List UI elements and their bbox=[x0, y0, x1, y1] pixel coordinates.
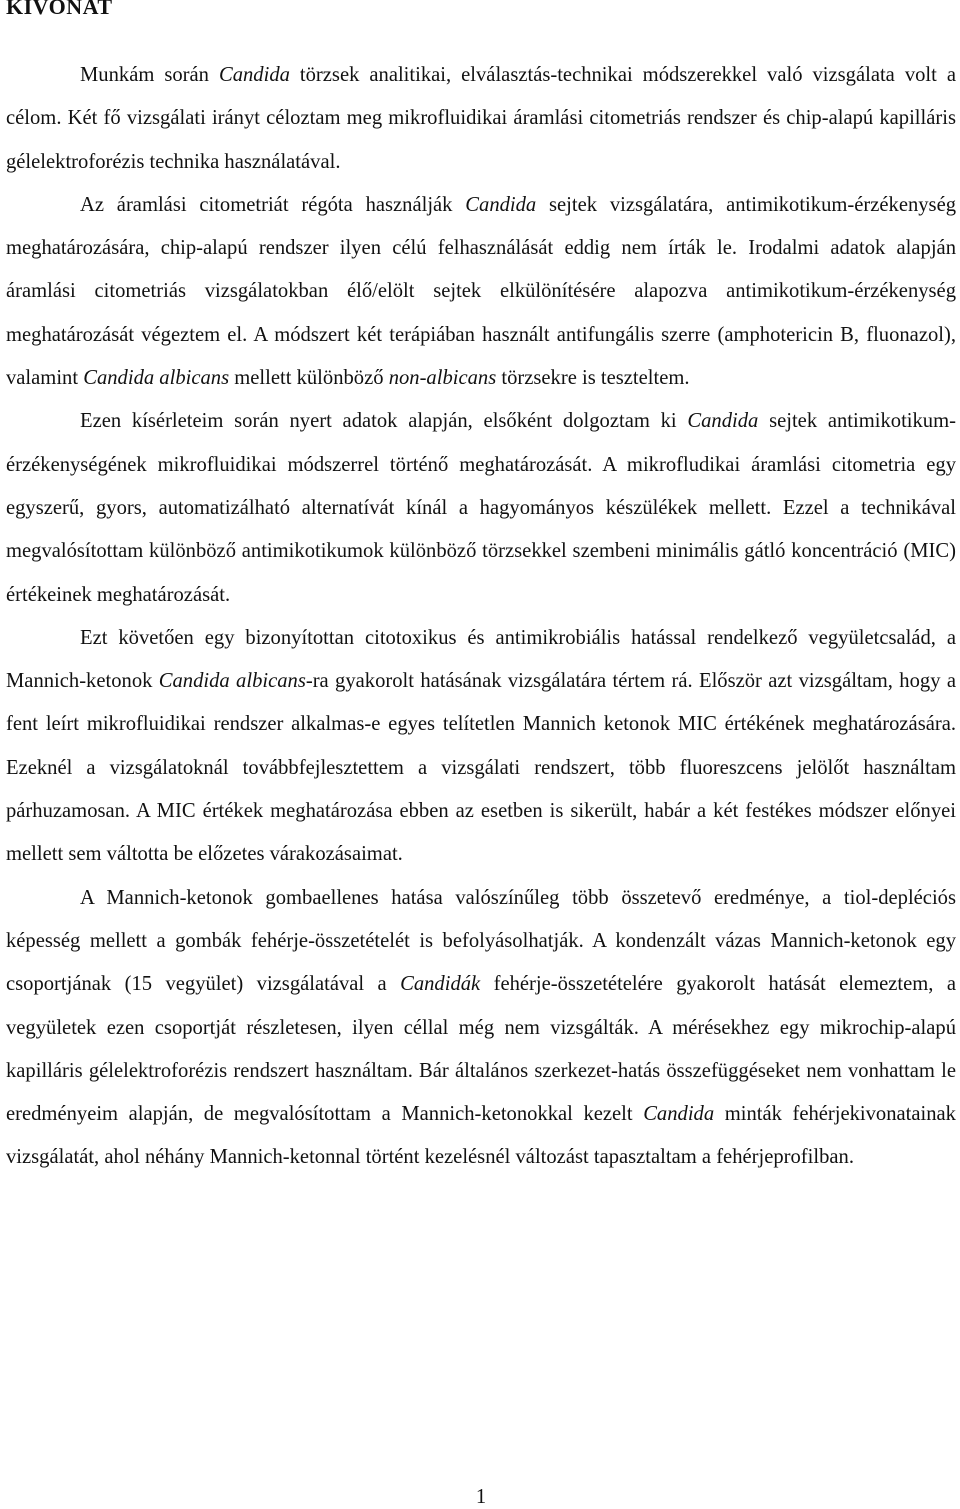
paragraph bbox=[6, 184, 956, 400]
text-run: sejtek antimikotikum-érzékenységének mikrofluidikai módszerrel történő meghatározását. A mikrofludikai áramlási citometria egy egyszerű, gyors, automatizálható alternatívát kínál a hagyományos készülékek mellett. Ezzel a technikával megvalósítottam különböző antimikotikumok különböző törzsekkel szembeni minimális gátló koncentráció (MIC) értékeinek meghatározását. bbox=[6, 410, 956, 606]
italic-term: Candidák bbox=[400, 973, 481, 996]
paragraph bbox=[6, 400, 956, 616]
text-run: minták fehérjekivonatainak vizsgálatát, ahol néhány Mannich-ketonnal történt kezelésnél változást tapasztaltam a fehérjeprofilban. bbox=[6, 1103, 956, 1169]
abstract-body bbox=[6, 54, 956, 1180]
text-run: Ezt követően egy bizonyítottan citotoxikus és antimikrobiális hatással rendelkező vegyületcsalád, a Mannich-ketonok bbox=[6, 626, 956, 693]
italic-term: non-albicans bbox=[388, 367, 497, 390]
italic-term: Candida bbox=[687, 410, 759, 433]
text-run: törzsek analitikai, elválasztás-technikai módszerekkel való vizsgálata volt a célom. Két fő vizsgálati irányt céloztam meg mikrofluidikai áramlási citometriás rendszer és chip-alapú kapilláris gélelektroforézis technika használatával. bbox=[6, 64, 956, 173]
paragraph bbox=[6, 617, 956, 877]
paragraph bbox=[6, 54, 956, 184]
italic-term: Candida albicans bbox=[83, 367, 230, 390]
page-number: 1 bbox=[475, 1486, 487, 1508]
italic-term: Candida bbox=[643, 1103, 715, 1126]
text-run: sejtek vizsgálatára, antimikotikum-érzékenység meghatározására, chip-alapú rendszer ilyen célú felhasználását eddig nem írták le. Irodalmi adatok alapján áramlási citometriás vizsgálatokban élő/elölt sejtek elkülönítésére alapozva antimikotikum-érzékenység meghatározását végeztem el. A módszert két terápiában használt antifungális szerre (amphotericin B, fluonazol), valamint bbox=[6, 193, 957, 390]
paragraph bbox=[6, 877, 956, 1180]
text-run: Ezen kísérleteim során nyert adatok alapján, elsőként dolgoztam ki bbox=[80, 410, 688, 433]
text-run: Munkám során bbox=[80, 64, 219, 86]
text-run: törzsekre is teszteltem. bbox=[496, 367, 690, 390]
italic-term: Candida albicans bbox=[158, 670, 306, 693]
text-run: -ra gyakorolt hatásának vizsgálatára tértem rá. Először azt vizsgáltam, hogy a fent leírt mikrofluidikai rendszer alkalmas-e egyes telítetlen Mannich ketonok MIC értékének meghatározására. Ezeknél a vizsgálatoknál továbbfejlesztettem a vizsgálati rendszert, több fluoreszcens jelölőt használtam párhuzamosan. A MIC értékek meghatározása ebben az esetben is sikerült, habár a két festékes módszer előnyei mellett sem váltotta be előzetes várakozásaimat. bbox=[6, 670, 956, 866]
text-run: Az áramlási citometriát régóta használják bbox=[80, 193, 466, 216]
section-heading: KIVONAT bbox=[6, 0, 113, 19]
italic-term: Candida bbox=[465, 193, 537, 216]
text-run: mellett különböző bbox=[229, 367, 389, 390]
italic-term: Candida bbox=[218, 64, 290, 86]
text-run: fehérje-összetételére gyakorolt hatását elemeztem, a vegyületek ezen csoportját részletesen, ilyen céllal még nem vizsgálták. A mérésekhez egy mikrochip-alapú kapilláris gélelektroforézis rendszert használtam. Bár általános szerkezet-hatás összefüggéseket nem vonhattam le eredményeim alapján, de megvalósítottam a Mannich-ketonokkal kezelt bbox=[6, 973, 956, 1126]
text-run: A Mannich-ketonok gombaellenes hatása valószínűleg több összetevő eredménye, a tiol-depléciós képesség mellett a gombák fehérje-összetételét is befolyásolhatják. A kondenzált vázas Mannich-ketonok egy csoportjának (15 vegyület) vizsgálatával a bbox=[6, 886, 956, 996]
